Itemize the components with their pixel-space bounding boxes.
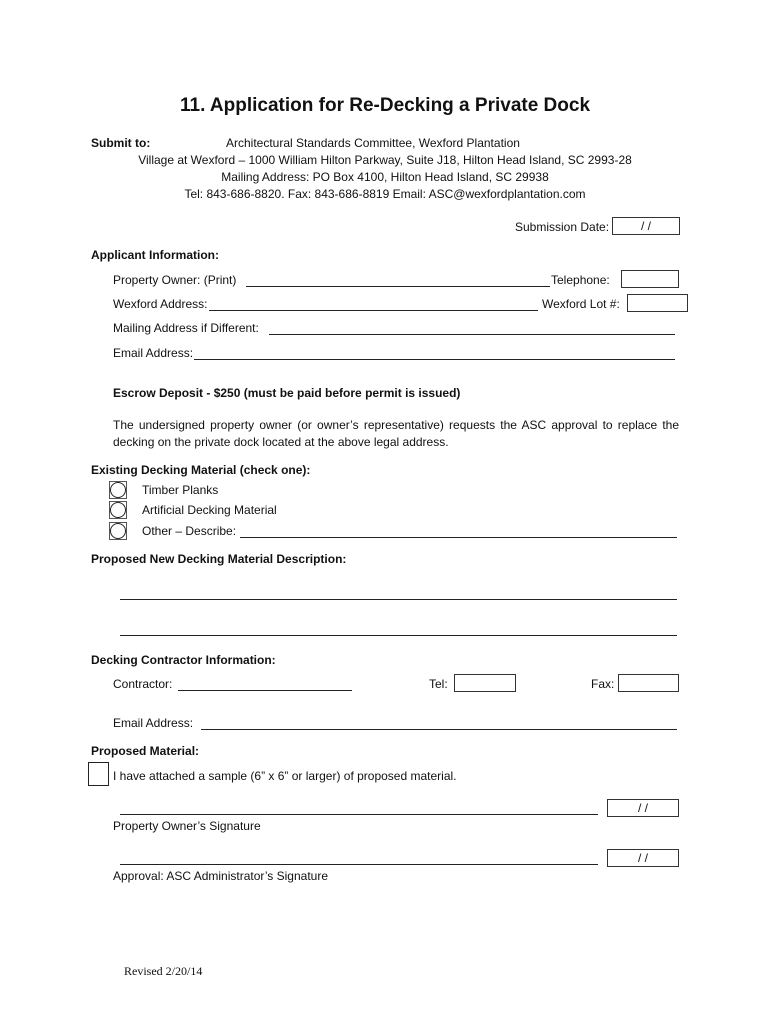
- telephone-field[interactable]: [621, 270, 679, 288]
- approval-signature-label: Approval: ASC Administrator’s Signature: [113, 869, 328, 883]
- mailing-address-label: Mailing Address if Different:: [113, 321, 259, 335]
- wexford-lot-field[interactable]: [627, 294, 688, 312]
- contractor-heading: Decking Contractor Information:: [91, 653, 276, 667]
- submit-to-label: Submit to:: [91, 136, 151, 150]
- page-title: 11. Application for Re-Decking a Private Dock: [179, 95, 591, 116]
- submit-address: Village at Wexford – 1000 William Hilton Parkway, Suite J18, Hilton Head Island, SC 2993-28: [138, 153, 632, 167]
- contractor-tel-field[interactable]: [454, 674, 516, 692]
- revision-date: Revised 2/20/14: [124, 964, 203, 978]
- contractor-email-label: Email Address:: [113, 716, 194, 730]
- radio-timber-planks[interactable]: [110, 482, 126, 498]
- wexford-address-field[interactable]: [209, 310, 538, 311]
- existing-decking-heading: Existing Decking Material (check one):: [91, 463, 311, 477]
- radio-artificial-decking[interactable]: [110, 502, 126, 518]
- owner-signature-label: Property Owner’s Signature: [113, 819, 261, 833]
- wexford-lot-label: Wexford Lot #:: [542, 297, 620, 311]
- submit-mailing: Mailing Address: PO Box 4100, Hilton Head Island, SC 29938: [221, 170, 549, 184]
- contractor-fax-label: Fax:: [591, 677, 615, 691]
- escrow-deposit: Escrow Deposit - $250 (must be paid before permit is issued): [113, 386, 461, 400]
- other-describe-field[interactable]: [240, 537, 677, 538]
- approval-signature-field[interactable]: [120, 864, 598, 865]
- contractor-tel-label: Tel:: [429, 677, 448, 691]
- owner-signature-date[interactable]: [607, 799, 679, 817]
- radio-other[interactable]: [110, 523, 126, 539]
- approval-signature-date[interactable]: [607, 849, 679, 867]
- applicant-heading: Applicant Information:: [91, 248, 219, 262]
- applicant-email-label: Email Address:: [113, 346, 194, 360]
- approval-date-separators: / /: [637, 851, 648, 865]
- option-artificial-decking: Artificial Decking Material: [142, 503, 277, 517]
- telephone-label: Telephone:: [551, 273, 610, 287]
- submit-committee: Architectural Standards Committee, Wexford Plantation: [226, 136, 520, 150]
- proposed-material-heading: Proposed Material:: [91, 744, 200, 758]
- option-timber-planks: Timber Planks: [142, 483, 219, 497]
- proposed-description-heading: Proposed New Decking Material Description:: [91, 552, 347, 566]
- sample-attached-label: I have attached a sample (6” x 6” or larger) of proposed material.: [113, 769, 457, 783]
- sample-attached-checkbox[interactable]: [88, 762, 109, 786]
- request-statement: The undersigned property owner (or owner’s representative) requests the ASC approval to replace the decking on the private dock located at the above legal address.: [113, 418, 679, 449]
- wexford-address-label: Wexford Address:: [113, 297, 208, 311]
- submission-date-field[interactable]: [612, 217, 680, 235]
- submission-date-separators: / /: [640, 219, 651, 233]
- contractor-label: Contractor:: [113, 677, 173, 691]
- contractor-name-field[interactable]: [178, 690, 352, 691]
- proposed-description-line-1[interactable]: [120, 599, 677, 600]
- mailing-address-field[interactable]: [269, 334, 675, 335]
- contractor-email-field[interactable]: [201, 729, 677, 730]
- submit-contact: Tel: 843-686-8820. Fax: 843-686-8819 Email: ASC@wexfordplantation.com: [184, 187, 586, 201]
- contractor-fax-field[interactable]: [618, 674, 679, 692]
- owner-signature-field[interactable]: [120, 814, 598, 815]
- submission-date-label: Submission Date:: [515, 220, 610, 234]
- property-owner-field[interactable]: [246, 286, 550, 287]
- option-other-describe: Other – Describe:: [142, 524, 237, 538]
- applicant-email-field[interactable]: [194, 359, 675, 360]
- owner-date-separators: / /: [637, 801, 648, 815]
- property-owner-label: Property Owner: (Print): [113, 273, 237, 287]
- proposed-description-line-2[interactable]: [120, 635, 677, 636]
